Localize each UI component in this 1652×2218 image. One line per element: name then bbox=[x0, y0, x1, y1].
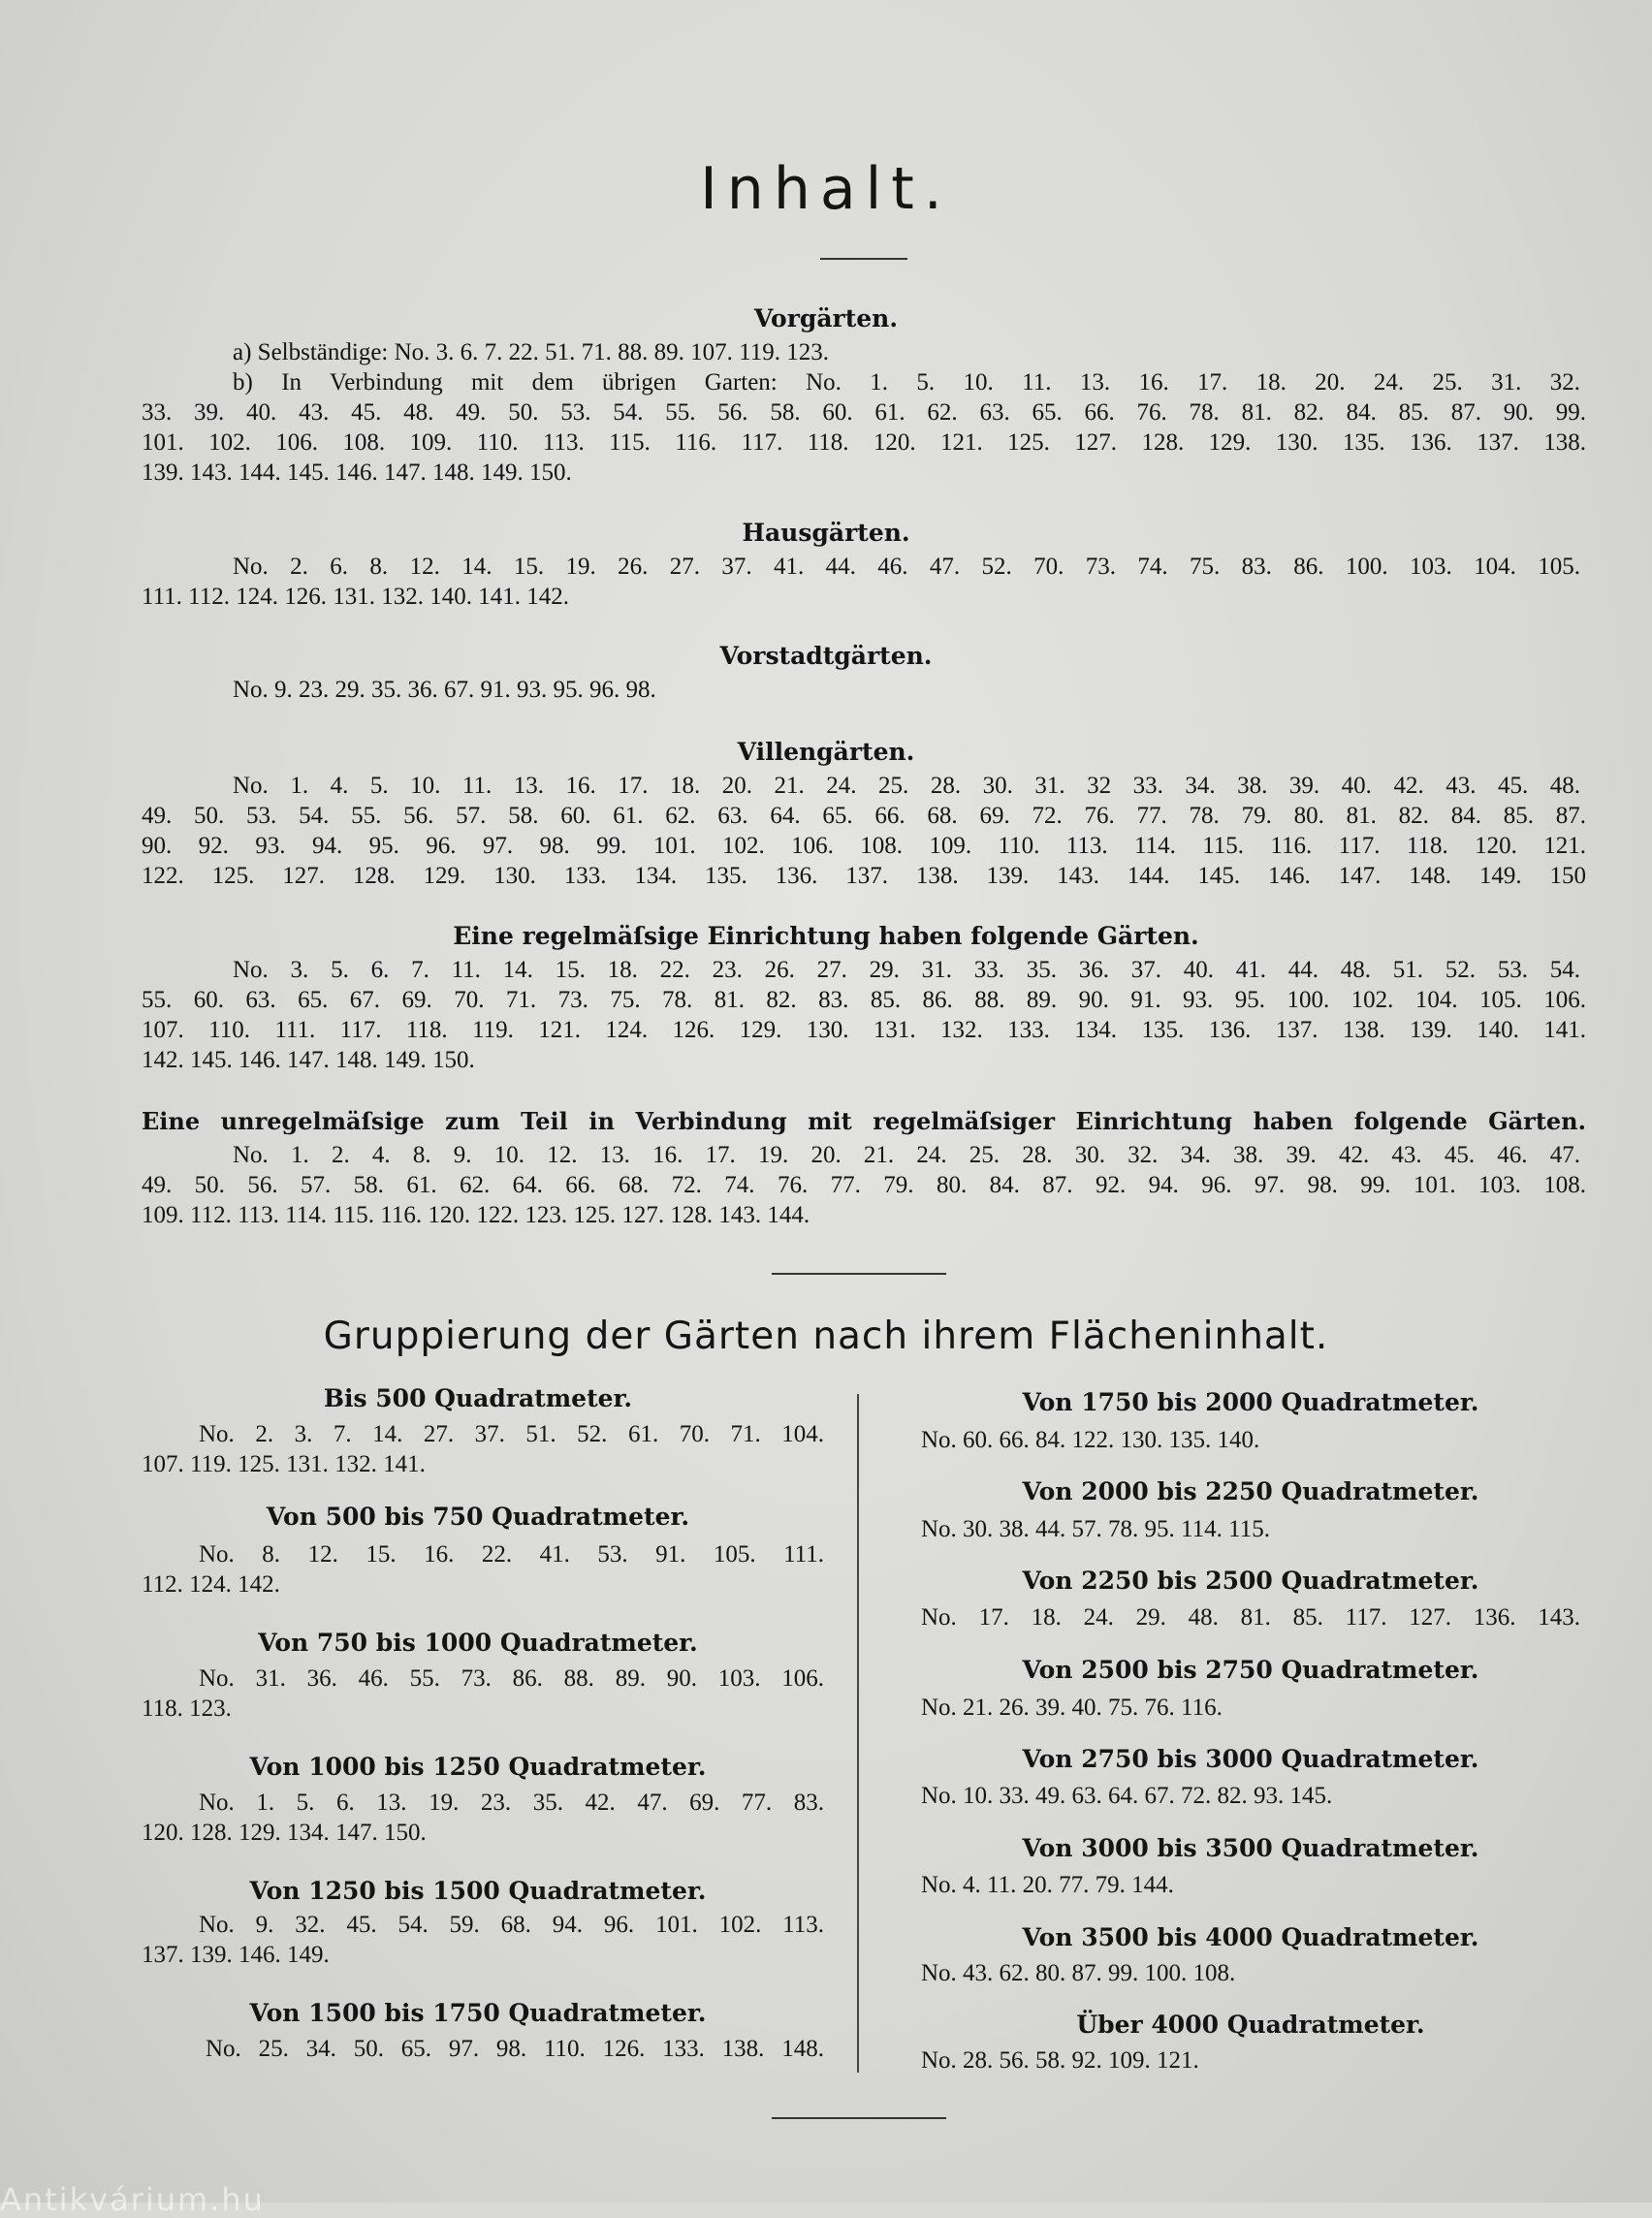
unregelmaessig-line: 49. 50. 56. 57. 58. 61. 62. 64. 66. 68. 72. 74. 76. 77. 79. 80. 84. 87. 92. 94. 96. 97. 98. 99. 101. 103. 108. bbox=[142, 1172, 1586, 1198]
area-group-line: No. 60. 66. 84. 122. 130. 135. 140. bbox=[921, 1427, 1260, 1453]
bottom-rule bbox=[772, 2117, 946, 2119]
vorstadtgaerten-heading: Vorstadtgärten. bbox=[719, 642, 933, 670]
area-group-heading: Von 1000 bis 1250 Quadratmeter. bbox=[249, 1753, 707, 1781]
area-group-line: No. 30. 38. 44. 57. 78. 95. 114. 115. bbox=[921, 1516, 1270, 1542]
area-group-heading: Von 2000 bis 2250 Quadratmeter. bbox=[1022, 1477, 1479, 1505]
unregelmaessig-heading: Eine unregelmäſsige zum Teil in Verbindung mit regelmäſsiger Einrichtung haben folgende Gärten. bbox=[142, 1107, 1586, 1135]
villengaerten-line: 49. 50. 53. 54. 55. 56. 57. 58. 60. 61. 62. 63. 64. 65. 66. 68. 69. 72. 76. 77. 78. 79. 80. 81. 82. 84. 85. 87. bbox=[142, 803, 1586, 829]
area-group-line: No. 8. 12. 15. 16. 22. 41. 53. 91. 105. 111. bbox=[199, 1541, 824, 1568]
area-group-heading: Von 750 bis 1000 Quadratmeter. bbox=[258, 1629, 698, 1657]
column-divider bbox=[857, 1394, 859, 2073]
area-group-line: 112. 124. 142. bbox=[142, 1571, 280, 1598]
area-group-line: No. 43. 62. 80. 87. 99. 100. 108. bbox=[921, 1960, 1236, 1986]
vorstadtgaerten-line: No. 9. 23. 29. 35. 36. 67. 91. 93. 95. 96. 98. bbox=[233, 677, 656, 703]
area-group-heading: Von 500 bis 750 Quadratmeter. bbox=[266, 1503, 690, 1531]
vorgaerten-line: b) In Verbindung mit dem übrigen Garten: No. 1. 5. 10. 11. 13. 16. 17. 18. 20. 24. 25. 31. 32. bbox=[233, 369, 1580, 396]
gruppierung-heading: Gruppierung der Gärten nach ihrem Flächeninhalt. bbox=[323, 1315, 1329, 1358]
area-group-line: No. 28. 56. 58. 92. 109. 121. bbox=[921, 2047, 1199, 2074]
villengaerten-line: No. 1. 4. 5. 10. 11. 13. 16. 17. 18. 20. 21. 24. 25. 28. 30. 31. 32 33. 34. 38. 39. 40. 42. 43. 45. 48. bbox=[233, 773, 1580, 799]
vorgaerten-line: 101. 102. 106. 108. 109. 110. 113. 115. 116. 117. 118. 120. 121. 125. 127. 128. 129. 130. 135. 136. 137. 138. bbox=[142, 429, 1586, 456]
area-group-heading: Von 3500 bis 4000 Quadratmeter. bbox=[1022, 1923, 1479, 1951]
area-group-line: No. 2. 3. 7. 14. 27. 37. 51. 52. 61. 70. 71. 104. bbox=[199, 1421, 824, 1447]
vorgaerten-line: 139. 143. 144. 145. 146. 147. 148. 149. 150. bbox=[142, 459, 572, 486]
area-group-heading: Von 1750 bis 2000 Quadratmeter. bbox=[1022, 1388, 1479, 1416]
area-group-line: 120. 128. 129. 134. 147. 150. bbox=[142, 1820, 427, 1846]
area-group-line: No. 9. 32. 45. 54. 59. 68. 94. 96. 101. 102. 113. bbox=[199, 1912, 824, 1938]
hausgaerten-line: 111. 112. 124. 126. 131. 132. 140. 141. 142. bbox=[142, 584, 569, 610]
section-rule bbox=[772, 1273, 946, 1275]
area-group-line: 137. 139. 146. 149. bbox=[142, 1942, 330, 1968]
area-group-line: No. 10. 33. 49. 63. 64. 67. 72. 82. 93. 145. bbox=[921, 1783, 1333, 1809]
regelmaessig-line: 55. 60. 63. 65. 67. 69. 70. 71. 73. 75. 78. 81. 82. 83. 85. 86. 88. 89. 90. 91. 93. 95. 100. 102. 104. 105. 106. bbox=[142, 987, 1586, 1013]
unregelmaessig-line: No. 1. 2. 4. 8. 9. 10. 12. 13. 16. 17. 19. 20. 21. 24. 25. 28. 30. 32. 34. 38. 39. 42. 43. 45. 46. 47. bbox=[233, 1142, 1580, 1168]
area-group-line: No. 25. 34. 50. 65. 97. 98. 110. 126. 133. 138. 148. bbox=[206, 2036, 824, 2062]
area-group-heading: Von 2250 bis 2500 Quadratmeter. bbox=[1022, 1567, 1479, 1595]
page-title: Inhalt. bbox=[700, 155, 952, 223]
area-group-line: 118. 123. bbox=[142, 1695, 232, 1722]
vorgaerten-line: a) Selbständige: No. 3. 6. 7. 22. 51. 71. 88. 89. 107. 119. 123. bbox=[233, 339, 830, 365]
villengaerten-line: 122. 125. 127. 128. 129. 130. 133. 134. 135. 136. 137. 138. 139. 143. 144. 145. 146. 147. 148. 149. 150 bbox=[142, 863, 1586, 889]
vorgaerten-heading: Vorgärten. bbox=[753, 304, 899, 333]
area-group-line: No. 1. 5. 6. 13. 19. 23. 35. 42. 47. 69. 77. 83. bbox=[199, 1790, 824, 1816]
area-group-line: No. 4. 11. 20. 77. 79. 144. bbox=[921, 1872, 1174, 1898]
unregelmaessig-line: 109. 112. 113. 114. 115. 116. 120. 122. 123. 125. 127. 128. 143. 144. bbox=[142, 1202, 810, 1228]
area-group-heading: Über 4000 Quadratmeter. bbox=[1076, 2011, 1425, 2039]
area-group-line: 107. 119. 125. 131. 132. 141. bbox=[142, 1451, 426, 1477]
villengaerten-line: 90. 92. 93. 94. 95. 96. 97. 98. 99. 101. 102. 106. 108. 109. 110. 113. 114. 115. 116. 117. 118. 120. 121. bbox=[142, 833, 1586, 859]
hausgaerten-heading: Hausgärten. bbox=[742, 519, 910, 547]
watermark: Antikvárium.hu bbox=[0, 2181, 265, 2218]
area-group-heading: Von 3000 bis 3500 Quadratmeter. bbox=[1022, 1834, 1479, 1862]
area-group-heading: Von 1250 bis 1500 Quadratmeter. bbox=[249, 1877, 707, 1905]
area-group-heading: Von 2750 bis 3000 Quadratmeter. bbox=[1022, 1745, 1479, 1773]
vorgaerten-line: 33. 39. 40. 43. 45. 48. 49. 50. 53. 54. 55. 56. 58. 60. 61. 62. 63. 65. 66. 76. 78. 81. 82. 84. 85. 87. 90. 99. bbox=[142, 399, 1586, 426]
regelmaessig-heading: Eine regelmäſsige Einrichtung haben folgende Gärten. bbox=[453, 922, 1199, 950]
area-group-line: No. 21. 26. 39. 40. 75. 76. 116. bbox=[921, 1695, 1223, 1721]
regelmaessig-line: 107. 110. 111. 117. 118. 119. 121. 124. 126. 129. 130. 131. 132. 133. 134. 135. 136. 137. 138. 139. 140. 141. bbox=[142, 1017, 1586, 1043]
regelmaessig-line: 142. 145. 146. 147. 148. 149. 150. bbox=[142, 1047, 475, 1073]
hausgaerten-line: No. 2. 6. 8. 12. 14. 15. 19. 26. 27. 37. 41. 44. 46. 47. 52. 70. 73. 74. 75. 83. 86. 100. 103. 104. 105. bbox=[233, 554, 1580, 580]
area-group-heading: Von 1500 bis 1750 Quadratmeter. bbox=[249, 1999, 707, 2027]
area-group-line: No. 31. 36. 46. 55. 73. 86. 88. 89. 90. 103. 106. bbox=[199, 1665, 824, 1692]
title-rule bbox=[820, 258, 907, 260]
regelmaessig-line: No. 3. 5. 6. 7. 11. 14. 15. 18. 22. 23. 26. 27. 29. 31. 33. 35. 36. 37. 40. 41. 44. 48. 51. 52. 53. 54. bbox=[233, 957, 1580, 983]
area-group-heading: Bis 500 Quadratmeter. bbox=[323, 1384, 633, 1412]
area-group-heading: Von 2500 bis 2750 Quadratmeter. bbox=[1022, 1656, 1479, 1684]
area-group-line: No. 17. 18. 24. 29. 48. 81. 85. 117. 127. 136. 143. bbox=[921, 1604, 1580, 1631]
villengaerten-heading: Villengärten. bbox=[737, 738, 915, 766]
